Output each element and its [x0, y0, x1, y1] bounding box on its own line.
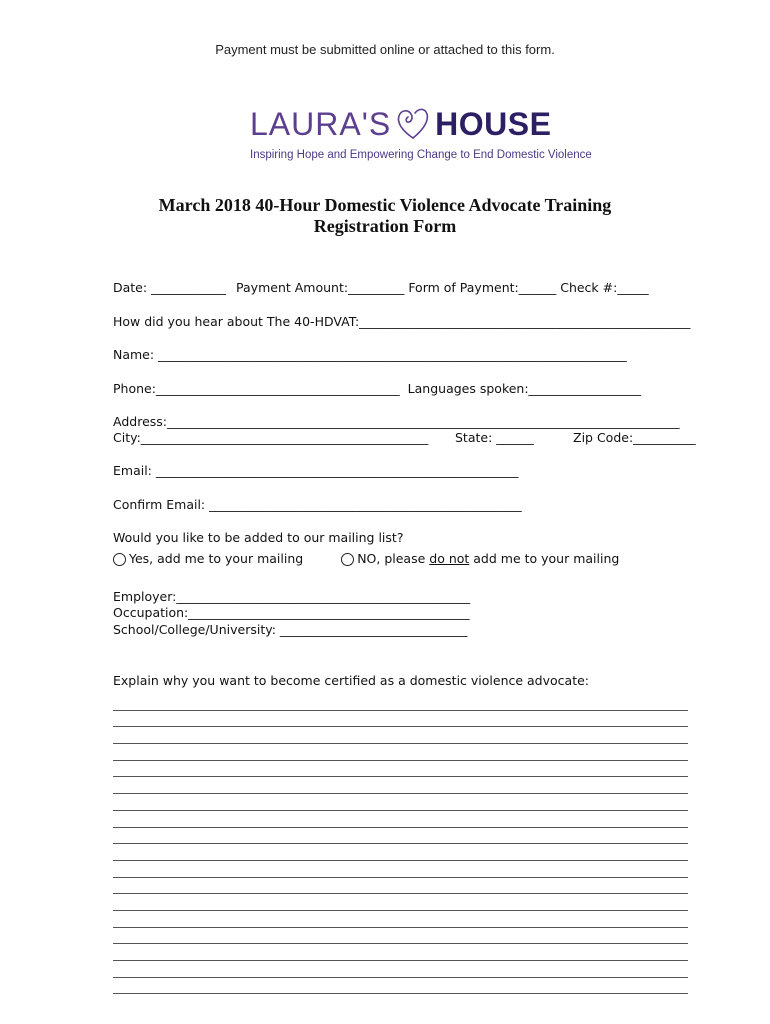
- radio-circle-icon[interactable]: [341, 553, 354, 566]
- answer-line[interactable]: [113, 894, 688, 911]
- explain-answer-area[interactable]: [113, 694, 688, 994]
- address-field[interactable]: Address:__________________________________________________________________________________: [113, 414, 680, 429]
- answer-line[interactable]: [113, 794, 688, 811]
- form-title-line2: Registration Form: [313, 216, 457, 236]
- phone-field[interactable]: Phone:_______________________________________: [113, 381, 400, 396]
- answer-line[interactable]: [113, 911, 688, 928]
- answer-line[interactable]: [113, 944, 688, 961]
- mailing-no-suffix: add me to your mailing: [469, 551, 620, 566]
- answer-line[interactable]: [113, 861, 688, 878]
- answer-line[interactable]: [113, 711, 688, 728]
- payment-amount-field[interactable]: Payment Amount:_________: [236, 280, 405, 295]
- mailing-no-option[interactable]: [341, 551, 619, 567]
- payment-row: [113, 280, 649, 296]
- answer-line[interactable]: [113, 744, 688, 761]
- explain-prompt: Explain why you want to become certified as a domestic violence advocate:: [113, 673, 590, 688]
- logo-tagline: Inspiring Hope and Empowering Change to End Domestic Violence: [250, 149, 592, 161]
- answer-line[interactable]: [113, 844, 688, 861]
- phone-row: [113, 381, 641, 397]
- hear-about-field[interactable]: How did you hear about The 40-HDVAT:_____________________________________________________: [113, 314, 691, 329]
- payment-notice: Payment must be submitted online or attached to this form.: [215, 42, 555, 57]
- zip-code-field[interactable]: Zip Code:__________: [573, 430, 696, 445]
- form-title-line1: March 2018 40-Hour Domestic Violence Advocate Training: [158, 195, 612, 215]
- lauras-house-logo: [250, 104, 560, 144]
- answer-line[interactable]: [113, 978, 688, 995]
- occupation-field[interactable]: Occupation:_____________________________________________: [113, 605, 470, 620]
- heart-icon: [393, 104, 433, 144]
- check-number-field[interactable]: Check #:_____: [560, 280, 649, 295]
- answer-line[interactable]: [113, 777, 688, 794]
- email-field[interactable]: Email: __________________________________________________________: [113, 463, 519, 478]
- answer-line[interactable]: [113, 928, 688, 945]
- confirm-email-field[interactable]: Confirm Email: __________________________________________________: [113, 497, 522, 512]
- date-field[interactable]: Date: ____________: [113, 280, 227, 295]
- form-title: [0, 195, 770, 237]
- answer-line[interactable]: [113, 878, 688, 895]
- mailing-yes-option[interactable]: [113, 551, 303, 567]
- mailing-yes-label: Yes, add me to your mailing: [129, 551, 304, 566]
- employer-field[interactable]: Employer:_______________________________________________: [113, 589, 471, 604]
- answer-line[interactable]: [113, 961, 688, 978]
- answer-line[interactable]: [113, 727, 688, 744]
- answer-line[interactable]: [113, 811, 688, 828]
- mailing-no-underlined: do not: [429, 551, 470, 566]
- mailing-question: Would you like to be added to our mailing list?: [113, 530, 404, 545]
- languages-field[interactable]: Languages spoken:__________________: [407, 381, 642, 396]
- name-field[interactable]: Name: ___________________________________________________________________________: [113, 347, 627, 362]
- school-field[interactable]: School/College/University: ______________________________: [113, 622, 468, 637]
- answer-line[interactable]: [113, 694, 688, 711]
- mailing-no-prefix: NO, please: [357, 551, 430, 566]
- city-field[interactable]: City:______________________________________________: [113, 430, 429, 445]
- logo-text-house: HOUSE: [435, 106, 552, 142]
- answer-line[interactable]: [113, 828, 688, 845]
- radio-circle-icon[interactable]: [113, 553, 126, 566]
- city-row: [113, 430, 696, 446]
- state-field[interactable]: State: ______: [455, 430, 534, 445]
- answer-line[interactable]: [113, 761, 688, 778]
- form-of-payment-field[interactable]: Form of Payment:______: [408, 280, 557, 295]
- logo-text-lauras: LAURA'S: [250, 106, 392, 142]
- mailing-options: [113, 551, 619, 567]
